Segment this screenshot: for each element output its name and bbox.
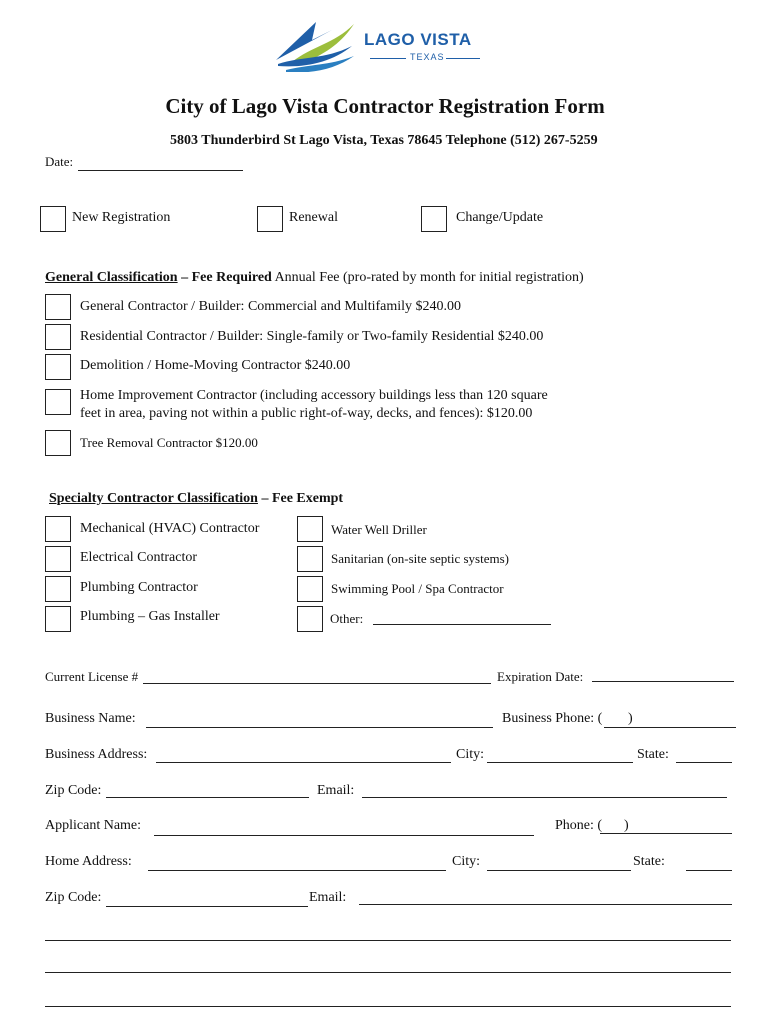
- sanitarian-label: Sanitarian (on-site septic systems): [331, 551, 509, 566]
- mechanical-hvac-label: Mechanical (HVAC) Contractor: [80, 521, 260, 536]
- business-zip-label: Zip Code:: [45, 783, 102, 798]
- home-address-field[interactable]: [148, 870, 446, 871]
- business-state-field[interactable]: [676, 762, 732, 763]
- specialty-heading: [49, 491, 343, 507]
- home-state-label: State:: [633, 854, 665, 869]
- blank-line-3[interactable]: [45, 1006, 731, 1007]
- general-heading-bold: – Fee Required: [177, 270, 272, 285]
- business-email-field[interactable]: [362, 797, 727, 798]
- other-label: Other:: [330, 611, 364, 626]
- specialty-heading-bold: – Fee Exempt: [257, 491, 344, 506]
- electrical-checkbox[interactable]: [45, 546, 71, 572]
- expiration-label: Expiration Date:: [497, 669, 584, 684]
- logo-sub: TEXAS: [410, 52, 445, 62]
- form-title: City of Lago Vista Contractor Registration Form: [165, 94, 605, 118]
- license-field[interactable]: [143, 683, 491, 684]
- business-phone-paren: ): [628, 711, 633, 726]
- date-label: Date:: [45, 154, 74, 169]
- home-city-label: City:: [452, 854, 481, 869]
- new-registration-label: New Registration: [72, 210, 171, 225]
- demolition-checkbox[interactable]: [45, 354, 71, 380]
- plumbing-label: Plumbing Contractor: [80, 580, 198, 595]
- gas-installer-checkbox[interactable]: [45, 606, 71, 632]
- gas-installer-label: Plumbing – Gas Installer: [80, 609, 220, 624]
- applicant-name-field[interactable]: [154, 835, 534, 836]
- applicant-phone-paren: ): [624, 818, 629, 833]
- business-city-field[interactable]: [487, 762, 633, 763]
- general-heading-underlined: General Classification: [45, 270, 178, 285]
- new-registration-checkbox[interactable]: [40, 206, 66, 232]
- applicant-phone-field[interactable]: [600, 833, 732, 834]
- general-heading-rest: Annual Fee (pro-rated by month for initial registration): [271, 270, 584, 285]
- sanitarian-checkbox[interactable]: [297, 546, 323, 572]
- home-improvement-label-line2: feet in area, paving not within a public right-of-way, decks, and fences): $120.00: [80, 406, 533, 421]
- home-address-label: Home Address:: [45, 854, 132, 869]
- blank-line-2[interactable]: [45, 972, 731, 973]
- general-contractor-label: General Contractor / Builder: Commercial and Multifamily $240.00: [80, 299, 462, 314]
- home-zip-label: Zip Code:: [45, 890, 102, 905]
- business-address-field[interactable]: [156, 762, 451, 763]
- swimming-pool-label: Swimming Pool / Spa Contractor: [331, 581, 504, 596]
- tree-removal-label: Tree Removal Contractor $120.00: [80, 435, 258, 450]
- license-label: Current License #: [45, 669, 139, 684]
- home-email-label: Email:: [309, 890, 347, 905]
- other-field[interactable]: [373, 624, 551, 625]
- form-address: 5803 Thunderbird St Lago Vista, Texas 78645 Telephone (512) 267-5259: [170, 133, 598, 148]
- home-email-field[interactable]: [359, 904, 732, 905]
- home-zip-field[interactable]: [106, 906, 308, 907]
- expiration-field[interactable]: [592, 681, 734, 682]
- business-name-field[interactable]: [146, 727, 493, 728]
- specialty-heading-underlined: Specialty Contractor Classification: [49, 491, 258, 506]
- plumbing-checkbox[interactable]: [45, 576, 71, 602]
- home-improvement-label-line1: Home Improvement Contractor (including accessory buildings less than 120 square: [80, 388, 548, 403]
- home-improvement-checkbox[interactable]: [45, 389, 71, 415]
- business-city-label: City:: [456, 747, 485, 762]
- tree-removal-checkbox[interactable]: [45, 430, 71, 456]
- home-state-field[interactable]: [686, 870, 732, 871]
- residential-contractor-label: Residential Contractor / Builder: Single-family or Two-family Residential $240.00: [80, 329, 544, 344]
- business-state-label: State:: [637, 747, 669, 762]
- water-well-driller-checkbox[interactable]: [297, 516, 323, 542]
- applicant-phone-label: Phone: (: [555, 818, 603, 833]
- change-update-label: Change/Update: [456, 210, 544, 225]
- blank-line-1[interactable]: [45, 940, 731, 941]
- logo-rule-right: [446, 58, 480, 59]
- logo-rule-left: [370, 58, 406, 59]
- business-email-label: Email:: [317, 783, 355, 798]
- change-update-checkbox[interactable]: [421, 206, 447, 232]
- general-contractor-checkbox[interactable]: [45, 294, 71, 320]
- applicant-name-label: Applicant Name:: [45, 818, 142, 833]
- business-phone-field[interactable]: [604, 727, 736, 728]
- home-city-field[interactable]: [487, 870, 631, 871]
- business-name-label: Business Name:: [45, 711, 136, 726]
- business-zip-field[interactable]: [106, 797, 309, 798]
- business-address-label: Business Address:: [45, 747, 148, 762]
- electrical-label: Electrical Contractor: [80, 550, 197, 565]
- residential-contractor-checkbox[interactable]: [45, 324, 71, 350]
- demolition-label: Demolition / Home-Moving Contractor $240.00: [80, 358, 351, 373]
- business-phone-label: Business Phone: (: [502, 711, 603, 726]
- water-well-driller-label: Water Well Driller: [331, 522, 427, 537]
- date-field[interactable]: [78, 170, 243, 171]
- renewal-label: Renewal: [289, 210, 338, 225]
- renewal-checkbox[interactable]: [257, 206, 283, 232]
- logo-name: LAGO VISTA: [364, 30, 472, 49]
- swimming-pool-checkbox[interactable]: [297, 576, 323, 602]
- mechanical-hvac-checkbox[interactable]: [45, 516, 71, 542]
- other-checkbox[interactable]: [297, 606, 323, 632]
- general-heading: [45, 270, 584, 286]
